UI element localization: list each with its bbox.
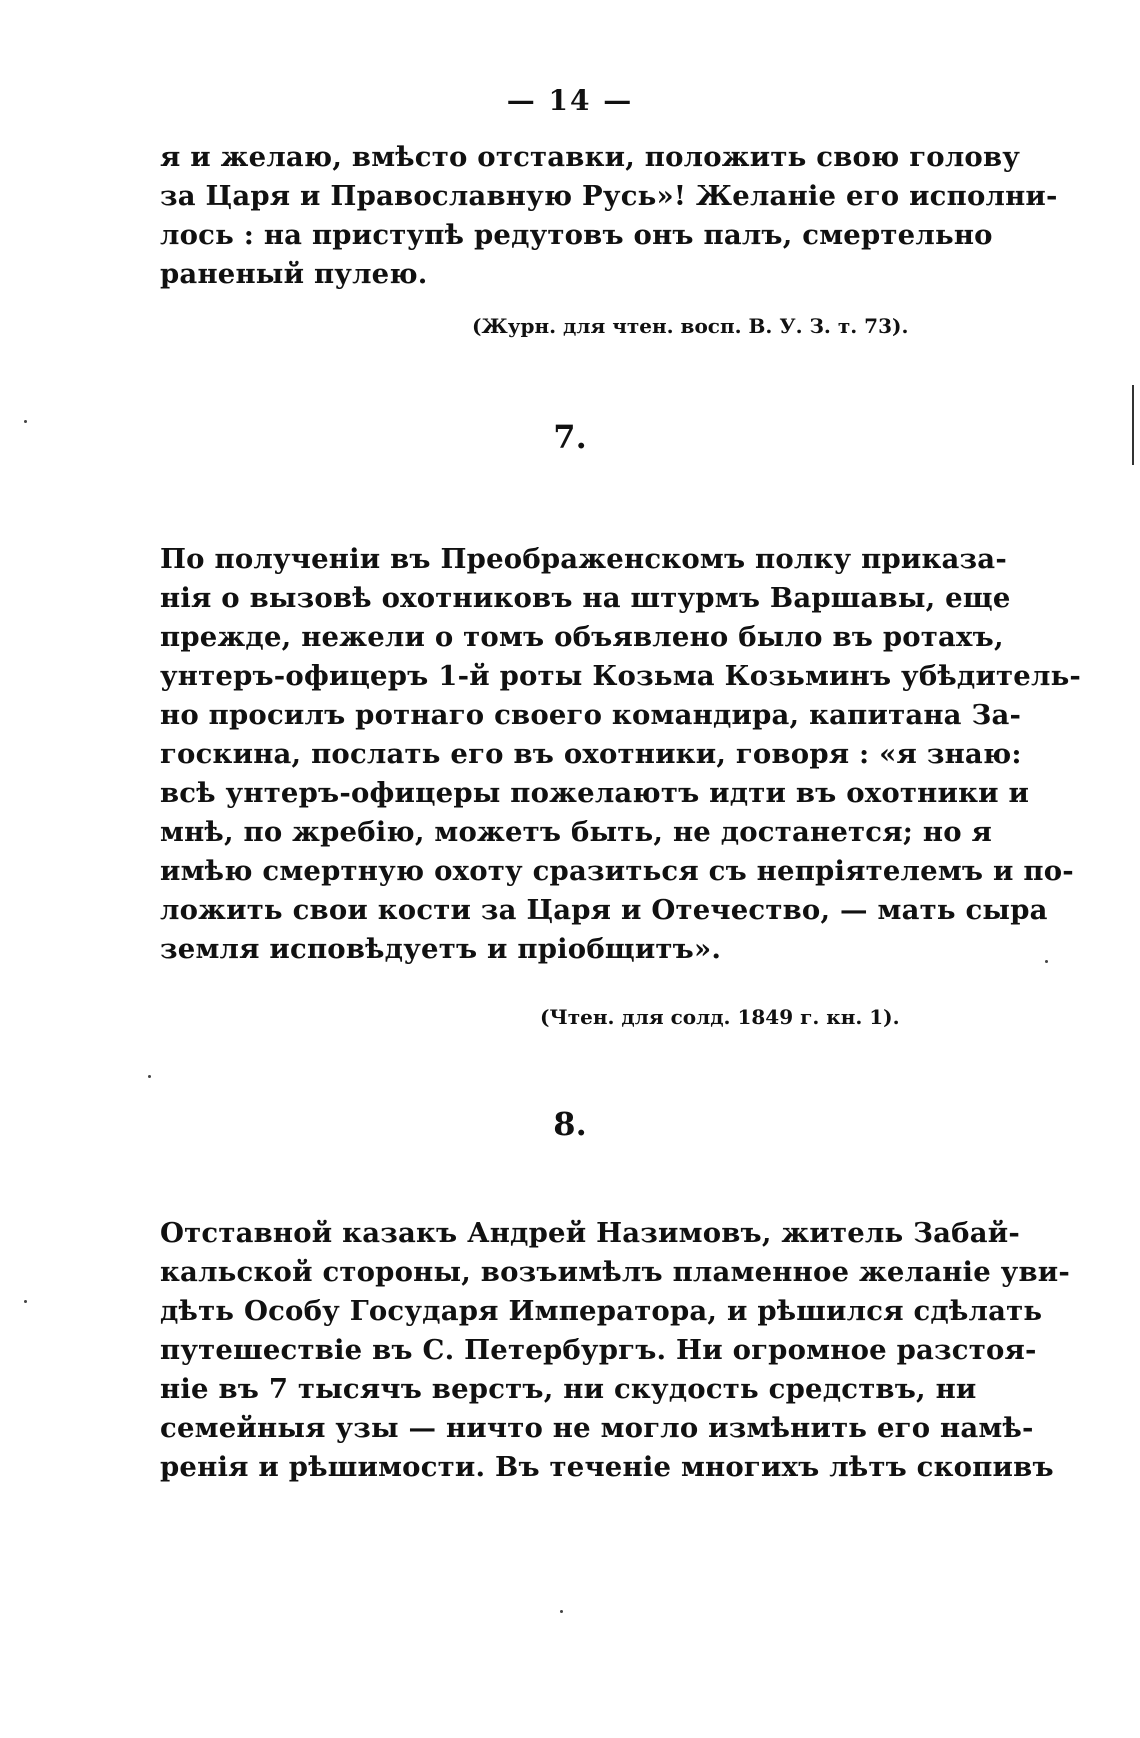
text-line: имѣю смертную охоту сразиться съ непріятелемъ и по- [160, 855, 1074, 887]
text-line: дѣть Особу Государя Императора, и рѣшился сдѣлать [160, 1295, 1043, 1327]
text-line: ніе въ 7 тысячъ верстъ, ни скудость средствъ, ни [160, 1373, 977, 1405]
section-8-number: 8. [553, 1105, 587, 1143]
intro-paragraph [160, 138, 1058, 294]
text-line: семейныя узы — ничто не могло измѣнить его намѣ- [160, 1412, 1034, 1444]
text-line: По полученіи въ Преображенскомъ полку приказа- [160, 543, 1007, 575]
text-line: мнѣ, по жребію, можетъ быть, не достанется; но я [160, 816, 993, 848]
intro-source-citation: (Журн. для чтен. восп. В. У. З. т. 73). [472, 314, 909, 338]
scan-speck [148, 1075, 151, 1078]
text-line: лось : на приступѣ редутовъ онъ палъ, смертельно [160, 219, 993, 251]
scan-speck [1045, 960, 1048, 963]
text-line: кальской стороны, возъимѣлъ пламенное желаніе уви- [160, 1256, 1070, 1288]
scan-edge-mark [1132, 385, 1134, 465]
text-line: ренія и рѣшимости. Въ теченіе многихъ лѣтъ скопивъ [160, 1451, 1054, 1483]
text-line: земля исповѣдуетъ и пріобщитъ». [160, 933, 722, 965]
page-number: — 14 — [506, 84, 634, 117]
text-line: раненый пулею. [160, 258, 428, 290]
text-line: ложить свои кости за Царя и Отечество, — мать сыра [160, 894, 1048, 926]
section-7-paragraph [160, 540, 1082, 969]
text-line: но просилъ ротнаго своего командира, капитана За- [160, 699, 1022, 731]
text-line: за Царя и Православную Русь»! Желаніе его исполни- [160, 180, 1058, 212]
text-line: я и желаю, вмѣсто отставки, положить свою голову [160, 141, 1021, 173]
scan-speck [24, 1300, 27, 1303]
text-line: путешествіе въ С. Петербургъ. Ни огромное разстоя- [160, 1334, 1037, 1366]
scan-speck [24, 420, 27, 423]
text-line: унтеръ-офицеръ 1-й роты Козьма Козьминъ убѣдитель- [160, 660, 1082, 692]
text-line: прежде, нежели о томъ объявлено было въ ротахъ, [160, 621, 1004, 653]
text-line: нія о вызовѣ охотниковъ на штурмъ Варшавы, еще [160, 582, 1011, 614]
text-line: Отставной казакъ Андрей Назимовъ, житель Забай- [160, 1217, 1020, 1249]
scan-speck [560, 1610, 563, 1613]
section-8-paragraph [160, 1214, 1070, 1487]
section-7-number: 7. [553, 418, 587, 456]
text-line: госкина, послать его въ охотники, говоря : «я знаю: [160, 738, 1022, 770]
section-7-source-citation: (Чтен. для солд. 1849 г. кн. 1). [540, 1005, 900, 1029]
text-line: всѣ унтеръ-офицеры пожелаютъ идти въ охотники и [160, 777, 1030, 809]
